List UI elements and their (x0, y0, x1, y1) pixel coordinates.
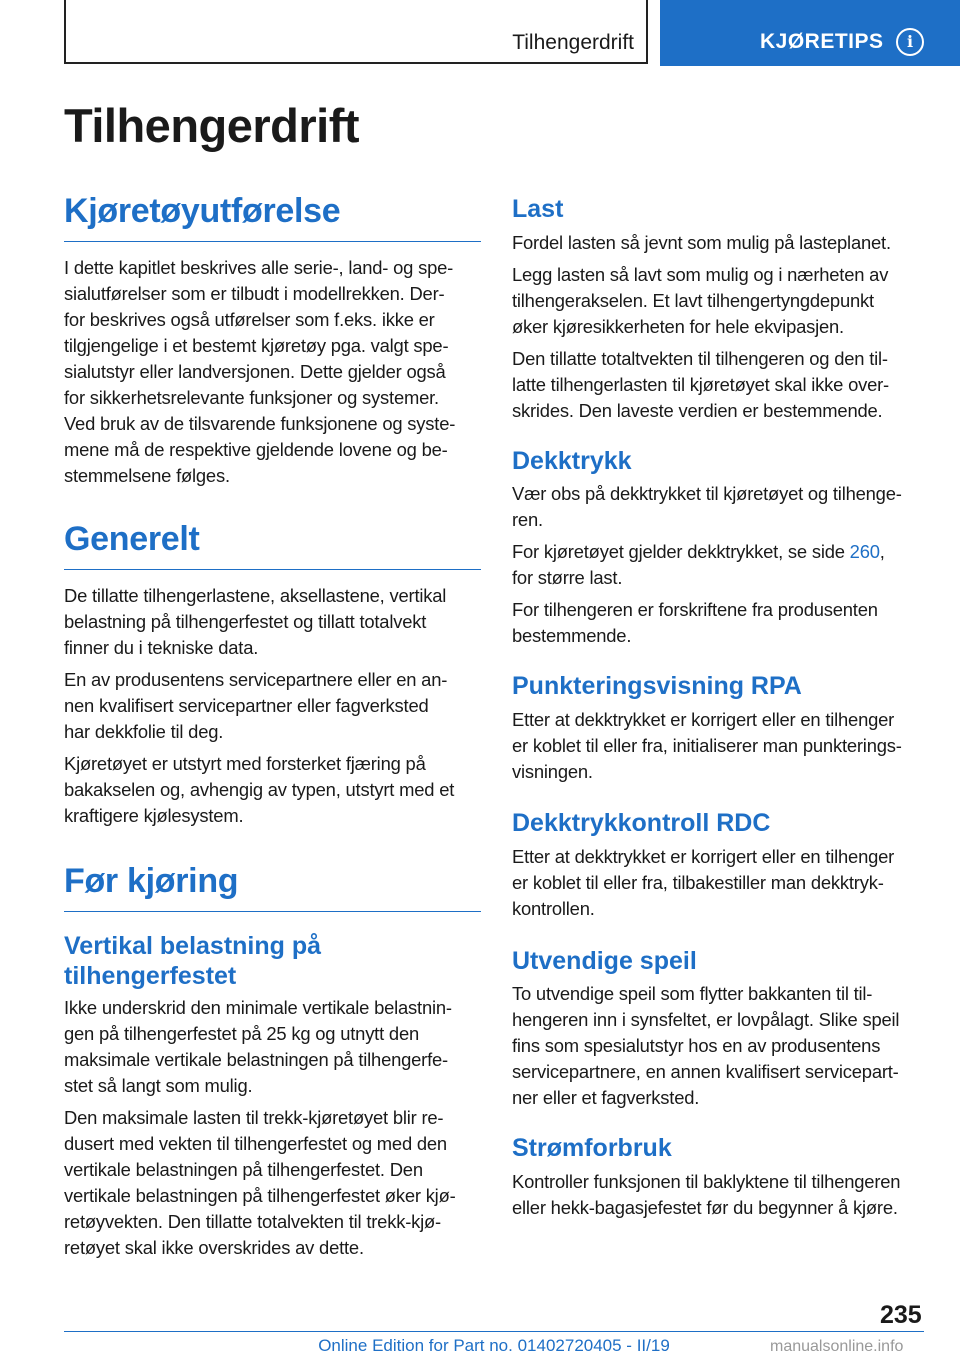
paragraph: Vær obs på dekktrykket til kjøretøyet og tilhenge- ren. For kjøretøyet gjelder dekktrykket, se side 260, for større last. For tilhengeren er forskriftene fra produsenten bestemmende. (512, 483, 902, 646)
heading-rpa: Punkteringsvisning RPA (512, 672, 802, 700)
text-line: Vær obs på dekktrykket til kjøretøyet og tilhenge- (512, 483, 902, 504)
paragraph (64, 583, 481, 829)
text-line: De tillatte tilhengerlastene, aksellastene, vertikal (64, 585, 447, 606)
text-line: Den maksimale lasten til trekk-kjøretøyet blir re- (64, 1107, 444, 1128)
paragraph (512, 707, 932, 785)
heading-rdc: Dekktrykkontroll RDC (512, 809, 771, 837)
text-line: øker kjøresikkerheten for hele ekvipasjen. (512, 316, 844, 337)
paragraph (512, 844, 932, 922)
text-line: skrides. Den laveste verdien er bestemmende. (512, 400, 883, 421)
text-line: To utvendige speil som flytter bakkanten til til- (512, 983, 873, 1004)
text-line: sialutførelser som er tilbudt i modellrekken. Der- (64, 283, 445, 304)
text-line: I dette kapitlet beskrives alle serie-, land- og spe- (64, 257, 454, 278)
text-line: retøyet skal ikke overskrides av dette. (64, 1237, 364, 1258)
text-line: ren. (512, 509, 543, 530)
text-line: tilhengerfestet (64, 962, 237, 990)
paragraph (512, 981, 932, 1111)
header-tab-label: KJØRETIPS (760, 30, 884, 53)
text-line: stemmelsene følges. (64, 465, 230, 486)
text-line: Ikke underskrid den minimale vertikale belastnin- (64, 997, 452, 1018)
text-line: bakakselen og, avhengig av typen, utstyrt med et (64, 779, 455, 800)
page-title: Tilhengerdrift (64, 99, 360, 152)
watermark: manualsonline.info (770, 1338, 904, 1355)
text-line: ner eller et fagverksted. (512, 1087, 700, 1108)
text-line: mene må de respektive gjeldende lovene og be- (64, 439, 448, 460)
footer-edition: Online Edition for Part no. 01402720405 - II/19 (318, 1336, 670, 1355)
text-line: Vertikal belastning på (64, 932, 322, 960)
text-line: tilhengerakselen. Et lavt tilhengertyngdepunkt (512, 290, 874, 311)
text-line: dusert med vekten til tilhengerfestet og med den (64, 1133, 447, 1154)
text-line: finner du i tekniske data. (64, 637, 259, 658)
text-line: er koblet til eller fra, tilbakestiller man dekktryk- (512, 872, 884, 893)
text-line: fins som spesialutstyr hos en av produsentens (512, 1035, 881, 1056)
text-line: servicepartnere, en annen kvalifisert servicepart- (512, 1061, 899, 1082)
heading-vehicle: Kjøretøyutførelse (64, 192, 481, 242)
text-line: vertikale belastningen på tilhengerfestet. Den (64, 1159, 423, 1180)
paragraph (512, 1169, 932, 1221)
text-line: Etter at dekktrykket er korrigert eller en tilhenger (512, 709, 895, 730)
page-link-260[interactable]: 260 (849, 541, 880, 562)
footer-divider (64, 1331, 924, 1332)
text-line: latte tilhengerlasten til kjøretøyet skal ikke over- (512, 374, 889, 395)
text-line: Etter at dekktrykket er korrigert eller en tilhenger (512, 846, 895, 867)
heading-load: Last (512, 195, 564, 223)
heading-general: Generelt (64, 520, 481, 570)
heading-mirrors: Utvendige speil (512, 947, 697, 975)
text-line: kontrollen. (512, 898, 595, 919)
info-icon[interactable]: i (896, 28, 924, 56)
text-line: sialutstyr eller landversjonen. Dette gjelder også (64, 361, 446, 382)
text-line: Kjøretøyet er utstyrt med forsterket fjæring på (64, 753, 426, 774)
text-line: stet så langt som mulig. (64, 1075, 253, 1096)
text-line: Fordel lasten så jevnt som mulig på lasteplanet. (512, 232, 891, 253)
text-line: eller hekk-bagasjefestet før du begynner å kjøre. (512, 1197, 898, 1218)
text-line: retøyvekten. Den tillatte totalvekten til trekk-kjø- (64, 1211, 441, 1232)
text-line: Kontroller funksjonen til baklyktene til tilhengeren (512, 1171, 901, 1192)
text-line: visningen. (512, 761, 593, 782)
text-line: for sikkerhetsrelevante funksjoner og systemer. (64, 387, 439, 408)
text-line: Legg lasten så lavt som mulig og i nærheten av (512, 264, 889, 285)
header-section-box (64, 0, 648, 64)
heading-power: Strømforbruk (512, 1134, 672, 1162)
text-line: for beskrives også utførelser som f.eks. ikke er (64, 309, 435, 330)
heading-vertical-load (64, 931, 481, 991)
text-line: hengeren inn i synsfeltet, er lovpålagt. Slike speil (512, 1009, 900, 1030)
text-line: gen på tilhengerfestet på 25 kg og utnytt den (64, 1023, 419, 1044)
text-line: Den tillatte totaltvekten til tilhengeren og den til- (512, 348, 888, 369)
text-line: Ved bruk av de tilsvarende funksjonene og syste- (64, 413, 456, 434)
heading-tyre-pressure: Dekktrykk (512, 447, 632, 475)
text-line: bestemmende. (512, 625, 632, 646)
text-line: maksimale vertikale belastningen på tilhengerfe- (64, 1049, 448, 1070)
text-line: En av produsentens servicepartnere eller en an- (64, 669, 448, 690)
text-line: har dekkfolie til deg. (64, 721, 224, 742)
text-line: kraftigere kjølesystem. (64, 805, 244, 826)
text-line: er koblet til eller fra, initialiserer man punkterings- (512, 735, 902, 756)
paragraph (64, 255, 481, 489)
text-line: For tilhengeren er forskriftene fra produsenten (512, 599, 878, 620)
paragraph (512, 230, 932, 424)
header-section-label: Tilhengerdrift (512, 31, 634, 54)
text-line: nen kvalifisert servicepartner eller fagverksted (64, 695, 429, 716)
paragraph (64, 995, 481, 1261)
text-line: belastning på tilhengerfestet og tillatt totalvekt (64, 611, 427, 632)
header-tab[interactable] (660, 0, 960, 66)
text-line: tilgjengelige i et bestemt kjøretøy pga. valgt spe- (64, 335, 449, 356)
page-number: 235 (880, 1301, 922, 1329)
heading-before-driving: Før kjøring (64, 862, 481, 912)
text-line: vertikale belastningen på tilhengerfestet øker kjø- (64, 1185, 456, 1206)
